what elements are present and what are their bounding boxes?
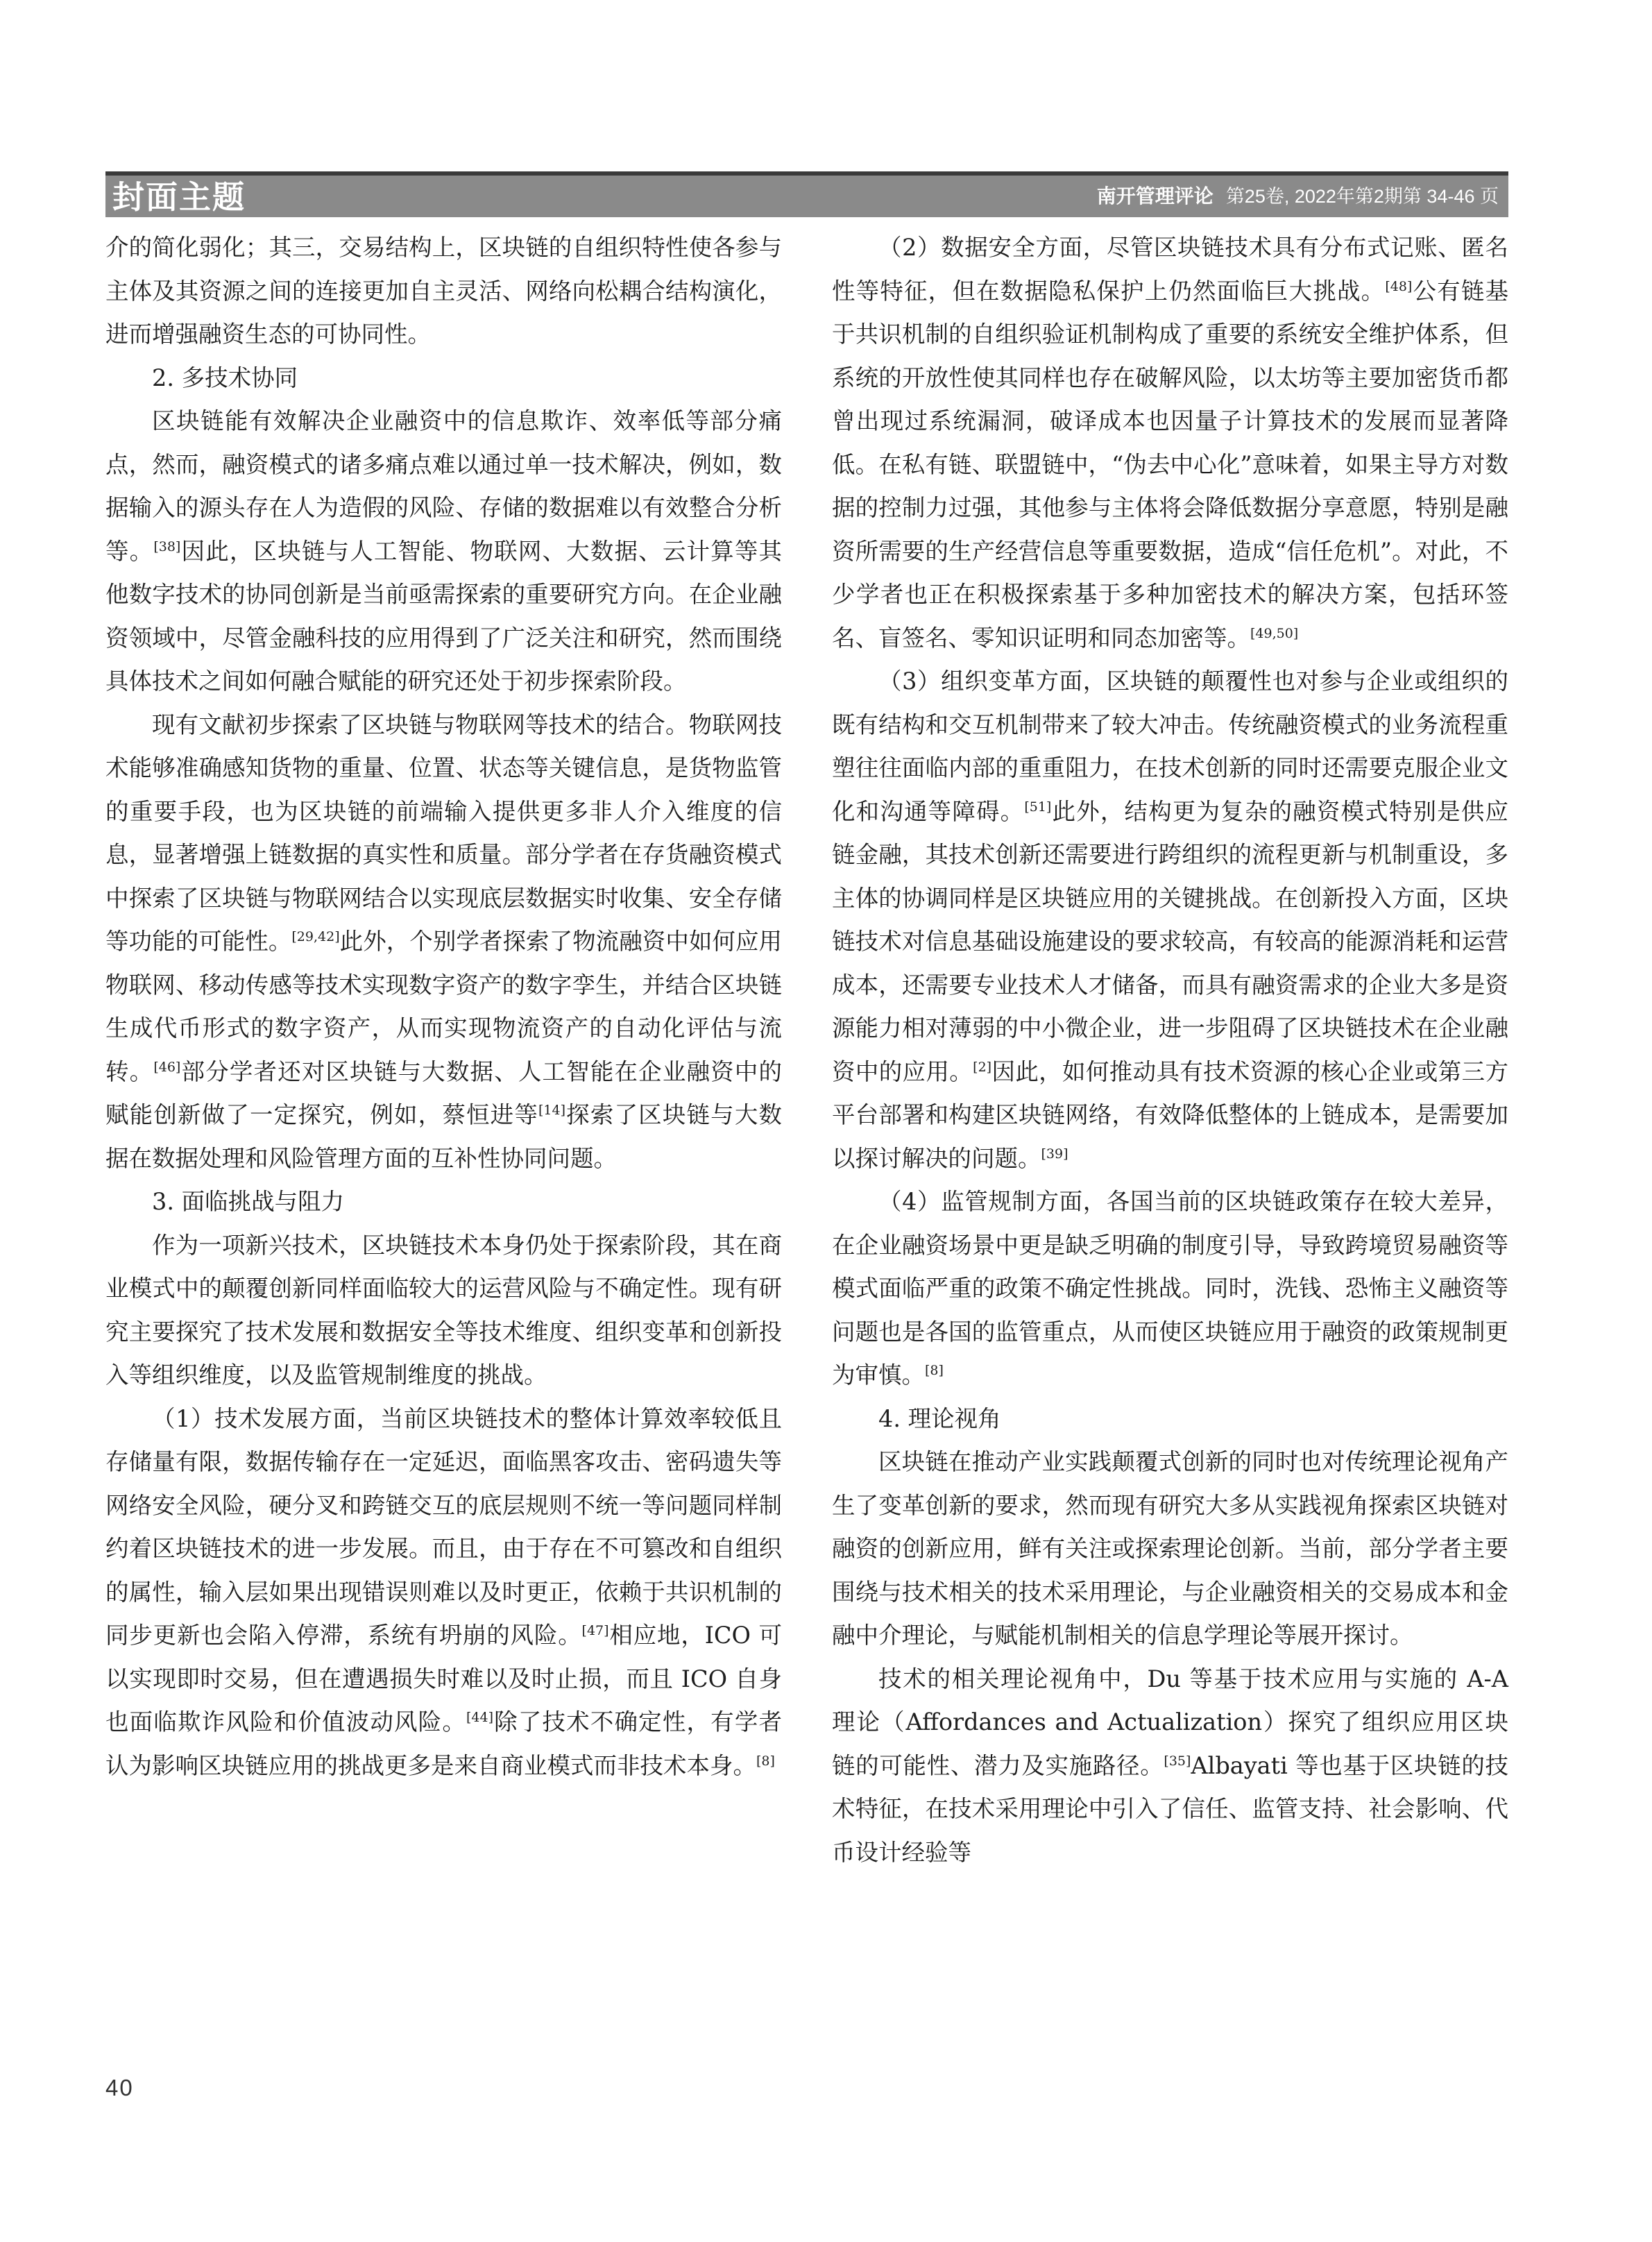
left-column: [105, 226, 782, 1787]
subheading: 2. 多技术协同: [152, 364, 298, 391]
issue-info: 第25卷, 2022年第2期第 34-46 页: [1225, 186, 1499, 207]
right-column: [832, 226, 1508, 1874]
paragraph: 区块链能有效解决企业融资中的信息欺诈、效率低等部分痛点，然而，融资模式的诸多痛点难以通过单一技术解决，例如，数据输入的源头存在人为造假的风险、存储的数据难以有效整合分析等。[38]因此，区块链与人工智能、物联网、大数据、云计算等其他数字技术的协同创新是当前亟需探索的重要研究方向。在企业融资领域中，尽管金融科技的应用得到了广泛关注和研究，然而围绕具体技术之间如何融合赋能的研究还处于初步探索阶段。: [105, 407, 783, 695]
citation: [49,50]: [1250, 625, 1299, 641]
citation: [51]: [1024, 799, 1052, 815]
section-title: 封面主题: [112, 178, 246, 216]
paragraph: （4）监管规制方面，各国当前的区块链政策存在较大差异，在企业融资场景中更是缺乏明确的制度引导，导致跨境贸易融资等模式面临严重的政策不确定性挑战。同时，洗钱、恐怖主义融资等问题也是各国的监管重点，从而使区块链应用于融资的政策规制更为审慎。[8]: [832, 1188, 1509, 1388]
paragraph: （3）组织变革方面，区块链的颠覆性也对参与企业或组织的既有结构和交互机制带来了较大冲击。传统融资模式的业务流程重塑往往面临内部的重重阻力，在技术创新的同时还需要克服企业文化和沟通等障碍。[51]此外，结构更为复杂的融资模式特别是供应链金融，其技术创新还需要进行跨组织的流程更新与机制重设，多主体的协调同样是区块链应用的关键挑战。在创新投入方面，区块链技术对信息基础设施建设的要求较高，有较高的能源消耗和运营成本，还需要专业技术人才储备，而具有融资需求的企业大多是资源能力相对薄弱的中小微企业，进一步阻碍了区块链技术在企业融资中的应用。[2]因此，如何推动具有技术资源的核心企业或第三方平台部署和构建区块链网络，有效降低整体的上链成本，是需要加以探讨解决的问题。[39]: [832, 668, 1509, 1172]
citation: [44]: [466, 1709, 494, 1725]
page-number: 40: [105, 2075, 134, 2100]
header-journal-info: [1097, 181, 1499, 212]
citation: [14]: [538, 1102, 566, 1118]
citation: [35]: [1164, 1753, 1191, 1769]
subheading: 3. 面临挑战与阻力: [152, 1188, 345, 1215]
citation: [46]: [153, 1059, 181, 1075]
page-header: [105, 171, 1508, 217]
paragraph: 区块链在推动产业实践颠覆式创新的同时也对传统理论视角产生了变革创新的要求，然而现有研究大多从实践视角探索区块链对融资的创新应用，鲜有关注或探索理论创新。当前，部分学者主要围绕与技术相关的技术采用理论，与企业融资相关的交易成本和金融中介理论，与赋能机制相关的信息学理论等展开探讨。: [832, 1448, 1508, 1649]
citation: [39]: [1041, 1146, 1068, 1162]
journal-name: 南开管理评论: [1096, 185, 1214, 207]
paragraph: 介的简化弱化；其三，交易结构上，区块链的自组织特性使各参与主体及其资源之间的连接更加自主灵活、网络向松耦合结构演化，进而增强融资生态的可协同性。: [105, 234, 782, 348]
citation: [8]: [925, 1362, 944, 1378]
paragraph: （2）数据安全方面，尽管区块链技术具有分布式记账、匿名性等特征，但在数据隐私保护上仍然面临巨大挑战。[48]公有链基于共识机制的自组织验证机制构成了重要的系统安全维护体系，但系统的开放性使其同样也存在破解风险，以太坊等主要加密货币都曾出现过系统漏洞，破译成本也因量子计算技术的发展而显著降低。在私有链、联盟链中，“伪去中心化”意味着，如果主导方对数据的控制力过强，其他参与主体将会降低数据分享意愿，特别是融资所需要的生产经营信息等重要数据，造成“信任危机”。对此，不少学者也正在积极探索基于多种加密技术的解决方案，包括环签名、盲签名、零知识证明和同态加密等。[49,50]: [832, 234, 1509, 652]
subheading: 4. 理论视角: [878, 1404, 1001, 1432]
citation: [8]: [756, 1753, 775, 1769]
citation: [47]: [581, 1622, 609, 1638]
citation: [48]: [1385, 278, 1413, 294]
paragraph: 现有文献初步探索了区块链与物联网等技术的结合。物联网技术能够准确感知货物的重量、位置、状态等关键信息，是货物监管的重要手段，也为区块链的前端输入提供更多非人介入维度的信息，显著增强上链数据的真实性和质量。部分学者在存货融资模式中探索了区块链与物联网结合以实现底层数据实时收集、安全存储等功能的可能性。[29,42]此外，个别学者探索了物流融资中如何应用物联网、移动传感等技术实现数字资产的数字孪生，并结合区块链生成代币形式的数字资产，从而实现物流资产的自动化评估与流转。[46]部分学者还对区块链与大数据、人工智能在企业融资中的赋能创新做了一定探究，例如，蔡恒进等[14]探索了区块链与大数据在数据处理和风险管理方面的互补性协同问题。: [105, 711, 783, 1172]
paragraph: （1）技术发展方面，当前区块链技术的整体计算效率较低且存储量有限，数据传输存在一定延迟，面临黑客攻击、密码遗失等网络安全风险，硬分叉和跨链交互的底层规则不统一等问题同样制约着区块链技术的进一步发展。而且，由于存在不可篡改和自组织的属性，输入层如果出现错误则难以及时更正，依赖于共识机制的同步更新也会陷入停滞，系统有坍崩的风险。[47]相应地，ICO 可以实现即时交易，但在遭遇损失时难以及时止损，而且 ICO 自身也面临欺诈风险和价值波动风险。[44]除了技术不确定性，有学者认为影响区块链应用的挑战更多是来自商业模式而非技术本身。[8]: [105, 1404, 783, 1779]
paragraph: 作为一项新兴技术，区块链技术本身仍处于探索阶段，其在商业模式中的颠覆创新同样面临较大的运营风险与不确定性。现有研究主要探究了技术发展和数据安全等技术维度、组织变革和创新投入等组织维度，以及监管规制维度的挑战。: [105, 1231, 782, 1388]
paragraph: 技术的相关理论视角中，Du 等基于技术应用与实施的 A-A 理论（Affordances and Actualization）探究了组织应用区块链的可能性、潜力及实施路径。[35]Albayati 等也基于区块链的技术特征，在技术采用理论中引入了信任、监管支持、社会影响、代币设计经验等: [832, 1665, 1509, 1866]
citation: [29,42]: [291, 928, 340, 944]
citation: [2]: [973, 1059, 992, 1075]
citation: [38]: [153, 538, 181, 554]
